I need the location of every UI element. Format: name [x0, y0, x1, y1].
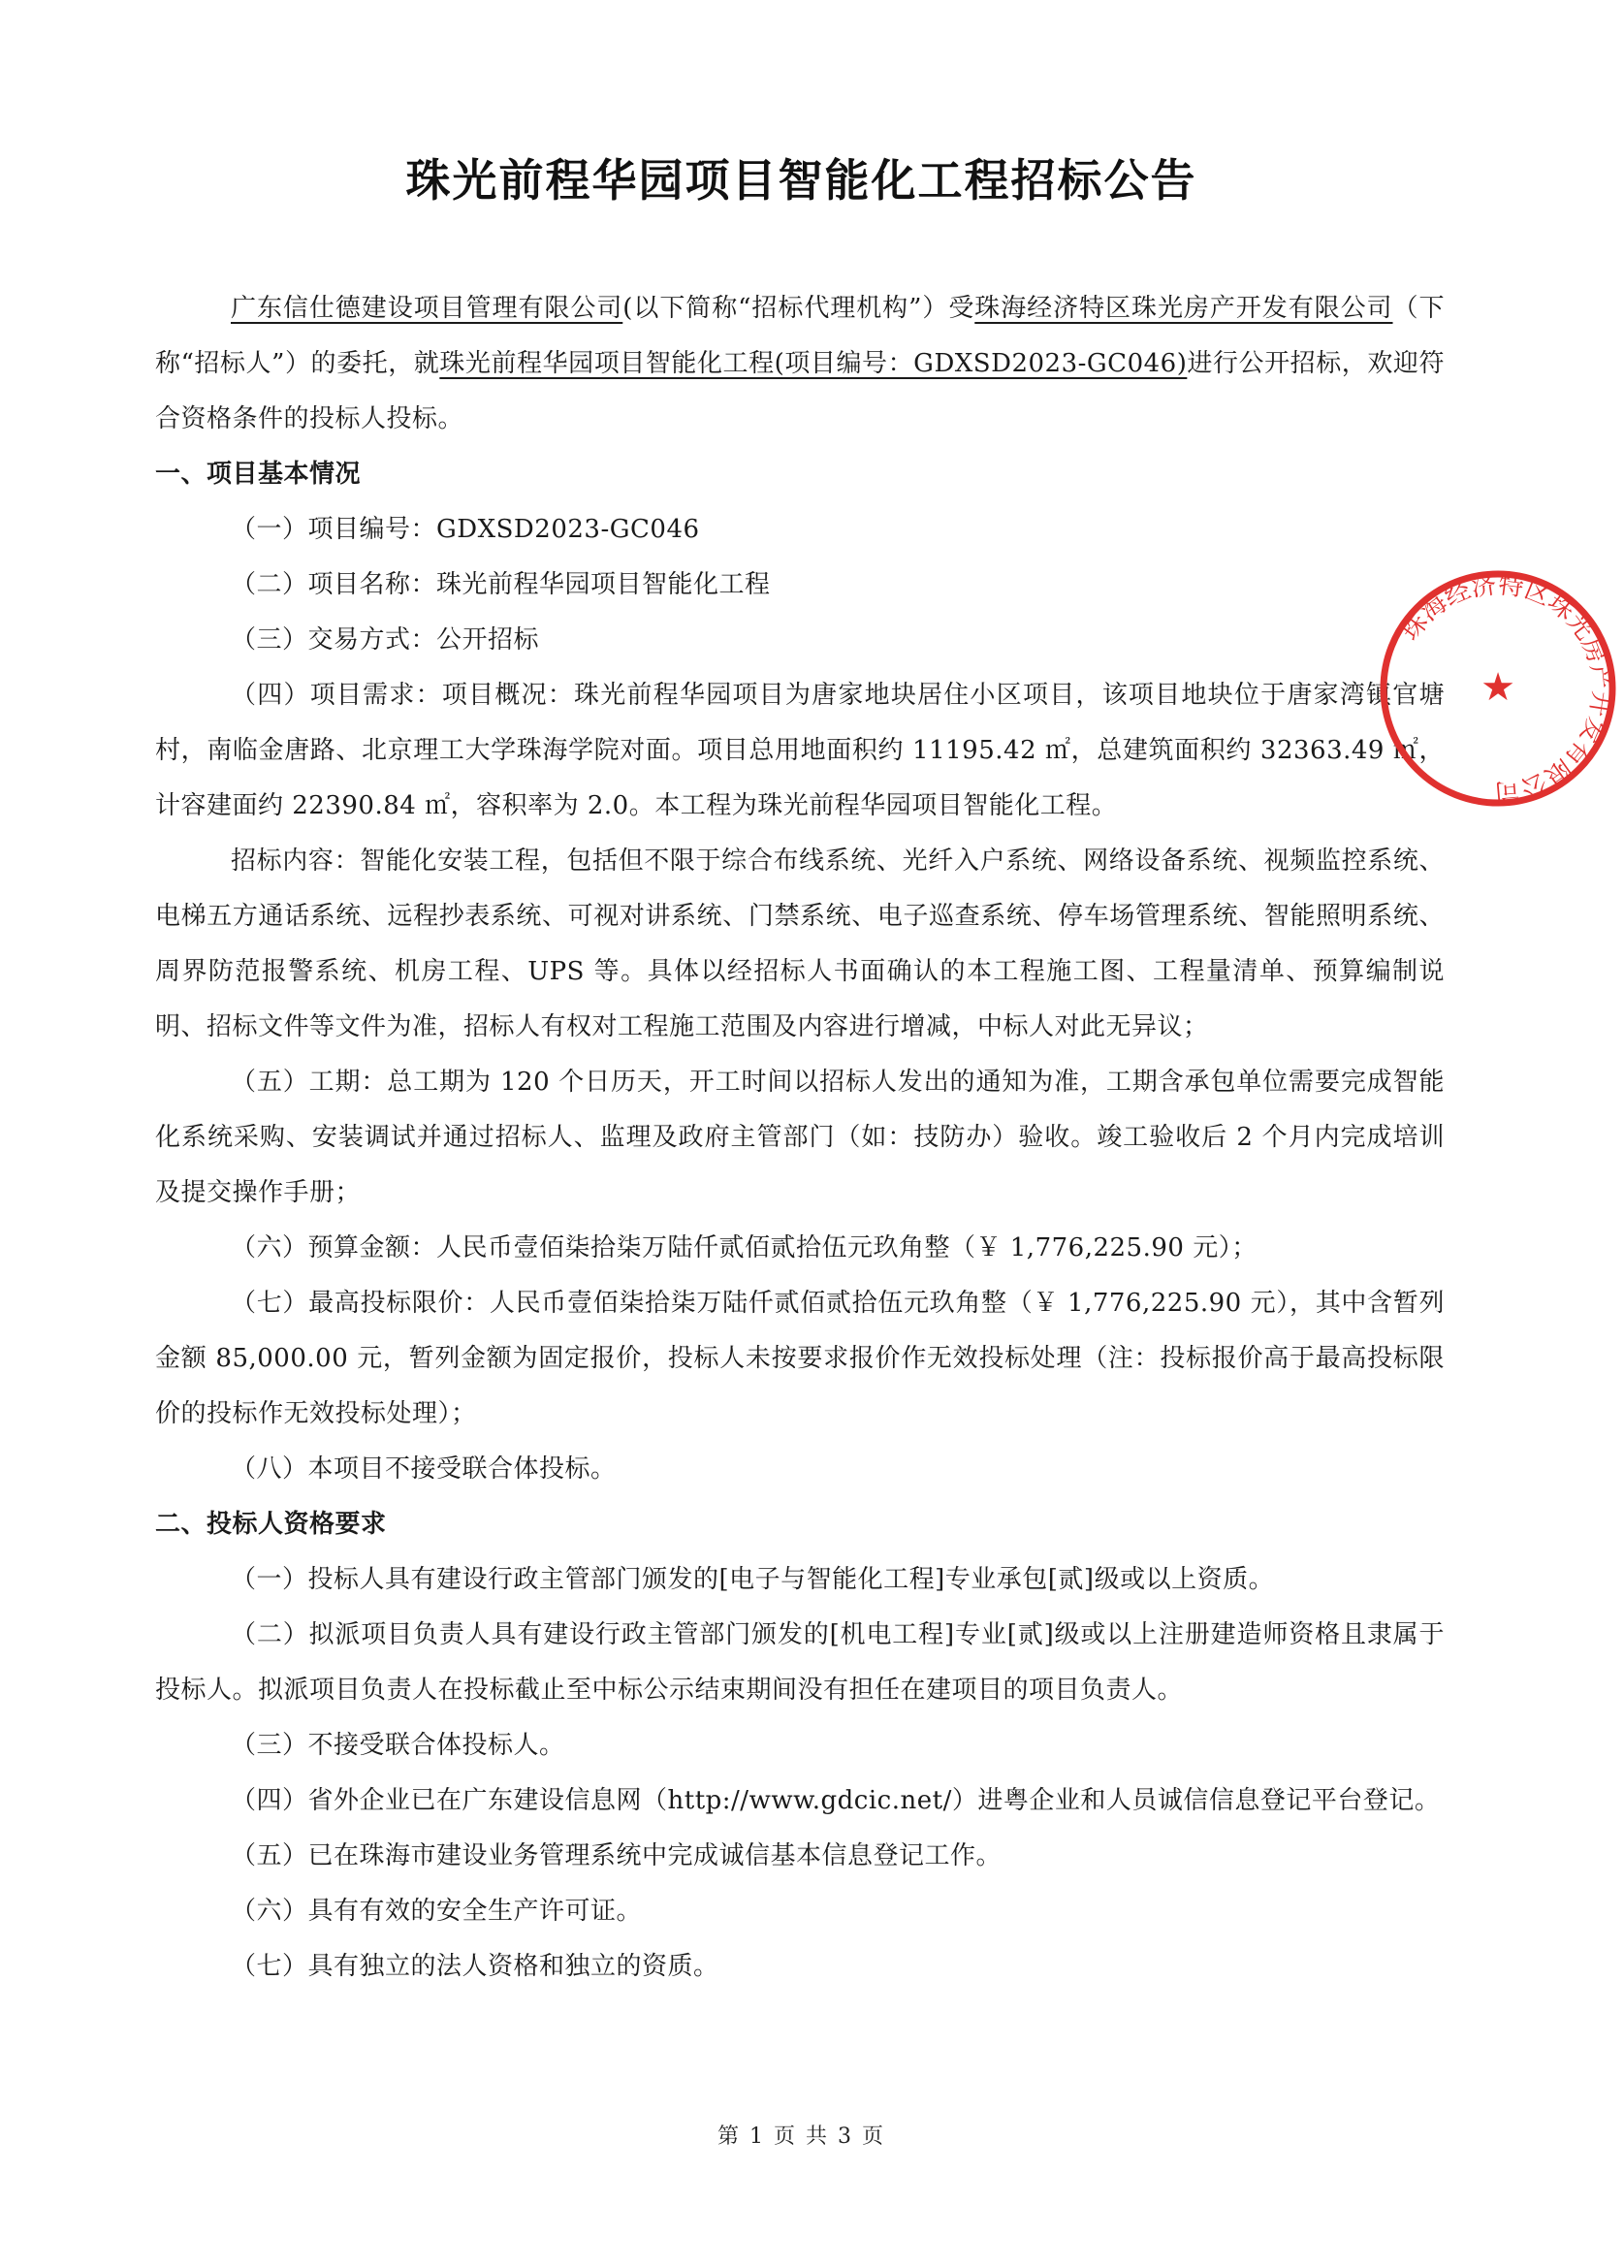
section2-item-2: （二）拟派项目负责人具有建设行政主管部门颁发的[机电工程]专业[贰]级或以上注册建造师资格且隶属于投标人。拟派项目负责人在投标截止至中标公示结束期间没有担任在建项目的项目负责人。 — [155, 1620, 1445, 1705]
project-name-ref: 珠光前程华园项目智能化工程(项目编号：GDXSD2023-GC046) — [439, 349, 1188, 378]
section1-item-8: （八）本项目不接受联合体投标。 — [231, 1454, 617, 1484]
section1-item-3: （三）交易方式：公开招标 — [231, 625, 540, 655]
section2-item-1: （一）投标人具有建设行政主管部门颁发的[电子与智能化工程]专业承包[贰]级或以上资质。 — [231, 1565, 1275, 1594]
section2-item-3: （三）不接受联合体投标人。 — [231, 1731, 565, 1760]
section2-item-4: （四）省外企业已在广东建设信息网（http://www.gdcic.net/）进粤企业和人员诚信信息登记平台登记。 — [231, 1786, 1441, 1815]
seal-icon — [1372, 562, 1624, 815]
intro-text-2: （下称“招标人”）的委托，就 — [155, 294, 1445, 378]
section2-item-6: （六）具有有效的安全生产许可证。 — [231, 1897, 643, 1926]
section1-item-2: （二）项目名称：珠光前程华园项目智能化工程 — [231, 570, 771, 599]
section1-item-7: （七）最高投标限价：人民币壹佰柒拾柒万陆仟贰佰贰拾伍元玖角整（￥ 1,776,225.90 元），其中含暂列金额 85,000.00 元，暂列金额为固定报价，投标人未按要求报价作无效投标处理（注：投标报价高于最高投标限价的投标作无效投标处理）； — [155, 1289, 1445, 1428]
section1-item-6: （六）预算金额：人民币壹佰柒拾柒万陆仟贰佰贰拾伍元玖角整（￥ 1,776,225.90 元）； — [231, 1233, 1258, 1262]
page-number: 第 1 页 共 3 页 — [717, 2124, 885, 2149]
agency-name: 广东信仕德建设项目管理有限公司 — [231, 294, 623, 323]
company-seal-stamp — [1372, 562, 1624, 815]
section2-item-5: （五）已在珠海市建设业务管理系统中完成诚信基本信息登记工作。 — [231, 1841, 1003, 1870]
section-heading-1: 一、项目基本情况 — [155, 460, 362, 489]
section2-item-7: （七）具有独立的法人资格和独立的资质。 — [231, 1952, 719, 1981]
document-body — [155, 281, 1445, 1995]
section-heading-2: 二、投标人资格要求 — [155, 1510, 387, 1539]
intro-paragraph — [155, 281, 1445, 447]
section1-item-5: （五）工期：总工期为 120 个日历天，开工时间以招标人发出的通知为准，工期含承包单位需要完成智能化系统采购、安装调试并通过招标人、监理及政府主管部门（如：技防办）验收。竣工验收后 2 个月内完成培训及提交操作手册； — [155, 1068, 1445, 1207]
section1-item-scope: 招标内容：智能化安装工程，包括但不限于综合布线系统、光纤入户系统、网络设备系统、视频监控系统、电梯五方通话系统、远程抄表系统、可视对讲系统、门禁系统、电子巡查系统、停车场管理系统、智能照明系统、周界防范报警系统、机房工程、UPS 等。具体以经招标人书面确认的本工程施工图、工程量清单、预算编制说明、招标文件等文件为准，招标人有权对工程施工范围及内容进行增减，中标人对此无异议； — [155, 847, 1445, 1041]
page-title: 珠光前程华园项目智能化工程招标公告 — [405, 154, 1197, 207]
section1-item-4: （四）项目需求：项目概况：珠光前程华园项目为唐家地块居住小区项目，该项目地块位于唐家湾镇官塘村，南临金唐路、北京理工大学珠海学院对面。项目总用地面积约 11195.42 ㎡，总建筑面积约 32363.49 ㎡，计容建面约 22390.84 ㎡，容积率为 2.0。本工程为珠光前程华园项目智能化工程。 — [155, 681, 1445, 820]
intro-text-3: 进行公开招标，欢迎符合资格条件的投标人投标。 — [155, 349, 1445, 433]
section1-item-1: （一）项目编号：GDXSD2023-GC046 — [231, 515, 700, 544]
seal-star: ★ — [1481, 665, 1515, 710]
tenderer-name: 珠海经济特区珠光房产开发有限公司 — [974, 294, 1393, 323]
seal-lettering: 珠海经济特区珠光房产开发有限公司 — [1395, 570, 1616, 807]
intro-text-1: (以下简称“招标代理机构”）受 — [622, 294, 975, 323]
